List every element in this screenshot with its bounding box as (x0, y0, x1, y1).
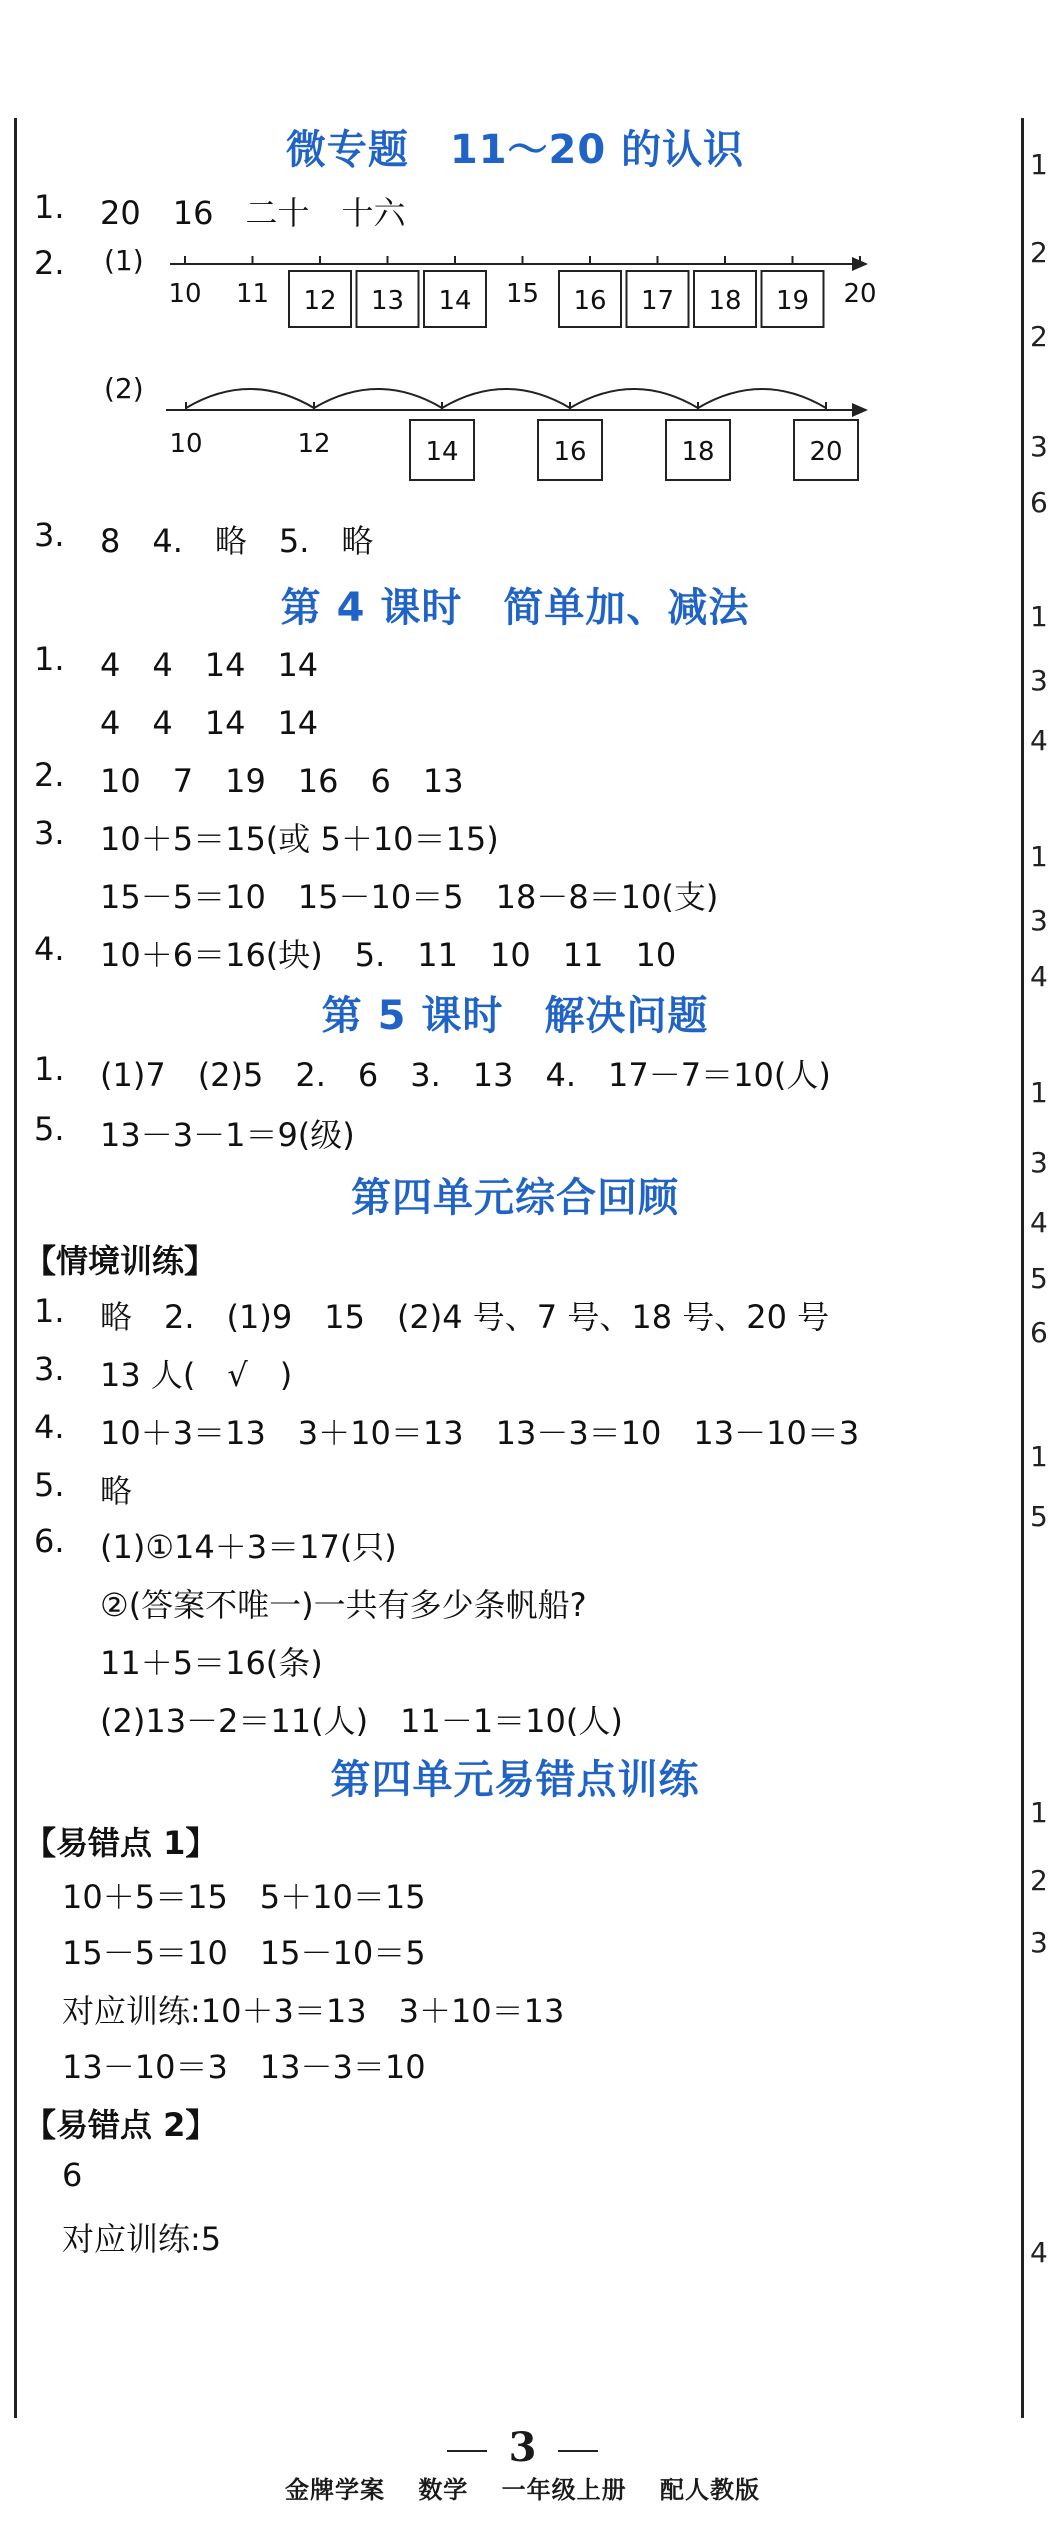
edge-digit: 1 (1030, 600, 1048, 633)
page-number (0, 2424, 1045, 2471)
answer-line: (1)7 (2)5 2. 6 3. 13 4. 17－7＝10(人) (100, 1056, 831, 1094)
footer-subject: 数学 (418, 2475, 469, 2504)
edge-digit: 5 (1030, 1262, 1048, 1295)
answer-line: 对应训练:5 (62, 2220, 222, 2258)
edge-digit: 1 (1030, 1440, 1048, 1473)
edge-digit: 1 (1030, 840, 1048, 873)
error-point-1-tag: 【易错点 1】 (24, 1824, 218, 1862)
edge-digit: 1 (1030, 1796, 1048, 1829)
answer-box-value: 14 (438, 286, 472, 316)
edge-digit: 2 (1030, 1864, 1048, 1897)
page-number-dash (447, 2450, 487, 2452)
number-line-2 (166, 389, 868, 480)
page-number-value: 3 (508, 2424, 537, 2471)
question-number: 2. (34, 244, 65, 282)
answer-line: 10＋5＝15(或 5＋10＝15) (100, 820, 499, 858)
tick-label: 20 (843, 279, 877, 309)
question-number: 6. (34, 1522, 65, 1560)
answer-line: 10 7 19 16 6 13 (100, 762, 464, 800)
answer-line: 4 4 14 14 (100, 704, 319, 742)
answer-box-value: 18 (681, 437, 715, 467)
answer-line: (2)13－2＝11(人) 11－1＝10(人) (100, 1702, 623, 1740)
tick-label: 15 (505, 279, 540, 309)
answer-box-value: 12 (303, 286, 337, 316)
edge-digit: 3 (1030, 664, 1048, 697)
question-number: 3. (34, 814, 65, 852)
edge-digit: 4 (1030, 2236, 1048, 2269)
answer-line: 11＋5＝16(条) (100, 1644, 323, 1682)
footer-info (0, 2470, 1045, 2505)
footer-edition: 配人教版 (660, 2475, 761, 2504)
answer-line: 15－5＝10 15－10＝5 18－8＝10(支) (100, 878, 719, 916)
answer-line: 10＋5＝15 5＋10＝15 (62, 1878, 426, 1916)
hop-arc (314, 389, 442, 408)
section-title-unit-review: 第四单元综合回顾 (351, 1175, 679, 1221)
edge-digit: 4 (1030, 1206, 1048, 1239)
question-number: 4. (34, 1408, 65, 1446)
answer-line: 10＋6＝16(块) 5. 11 10 11 10 (100, 936, 677, 974)
answer-line: 13 人( √ ) (100, 1356, 293, 1394)
answer-box-value: 20 (809, 437, 843, 467)
edge-digit: 3 (1030, 430, 1048, 463)
edge-digit: 6 (1030, 486, 1048, 519)
answer-line: 10＋3＝13 3＋10＝13 13－3＝10 13－10＝3 (100, 1414, 860, 1452)
footer-brand: 金牌学案 (284, 2475, 385, 2504)
error-point-2-tag: 【易错点 2】 (24, 2106, 218, 2144)
question-number: 5. (34, 1466, 65, 1504)
answer-box-value: 17 (640, 286, 675, 316)
sub-question-label: (2) (104, 372, 144, 405)
question-number: 4. (34, 930, 65, 968)
number-line-1 (168, 256, 876, 327)
answer-line: 对应训练:10＋3＝13 3＋10＝13 (62, 1992, 565, 2030)
answer-box-value: 13 (370, 286, 405, 316)
answer-box-value: 16 (553, 437, 587, 467)
answer-line: 20 16 二十 十六 (100, 194, 406, 232)
question-number: 2. (34, 756, 65, 794)
footer-grade: 一年级上册 (501, 2475, 627, 2504)
answer-box-value: 14 (425, 437, 459, 467)
number-line-figures (0, 0, 1045, 520)
page-number-dash (558, 2450, 598, 2452)
tick-label: 10 (168, 279, 202, 309)
edge-digit: 1 (1030, 148, 1048, 181)
answer-box-value: 16 (573, 286, 607, 316)
answer-line: 15－5＝10 15－10＝5 (62, 1934, 426, 1972)
section-title-lesson-4: 第 4 课时 简单加、减法 (280, 585, 750, 631)
edge-digit: 5 (1030, 1500, 1048, 1533)
hop-arc (698, 389, 826, 408)
answer-line: ②(答案不唯一)一共有多少条帆船? (100, 1586, 587, 1624)
edge-digit: 2 (1030, 236, 1048, 269)
question-number: 1. (34, 188, 65, 226)
question-number: 1. (34, 640, 65, 678)
hop-arc (570, 389, 698, 408)
answer-line: 13－10＝3 13－3＝10 (62, 2048, 426, 2086)
edge-digit: 4 (1030, 960, 1048, 993)
section-title-lesson-5: 第 5 课时 解决问题 (321, 993, 709, 1039)
edge-digit: 6 (1030, 1316, 1048, 1349)
answer-line: 略 2. (1)9 15 (2)4 号、7 号、18 号、20 号 (100, 1298, 830, 1336)
answer-line: 4 4 14 14 (100, 646, 319, 684)
edge-digit: 4 (1030, 724, 1048, 757)
tick-label: 12 (297, 429, 331, 459)
question-number: 3. (34, 516, 65, 554)
sub-question-label: (1) (104, 244, 144, 277)
edge-digit: 3 (1030, 1146, 1048, 1179)
edge-digit: 3 (1030, 904, 1048, 937)
hop-arc (186, 389, 314, 408)
question-number: 1. (34, 1292, 65, 1330)
answer-line: (1)①14＋3＝17(只) (100, 1528, 397, 1566)
section-title-error-points: 第四单元易错点训练 (330, 1757, 700, 1803)
question-number: 5. (34, 1110, 65, 1148)
question-number: 1. (34, 1050, 65, 1088)
section-title-recognize-11-20: 微专题 11～20 的认识 (285, 127, 745, 173)
answer-line: 6 (62, 2156, 83, 2194)
tick-label: 11 (235, 279, 270, 309)
answer-line: 略 (100, 1472, 133, 1510)
question-number: 3. (34, 1350, 65, 1388)
edge-digit: 1 (1030, 1076, 1048, 1109)
edge-digit: 2 (1030, 320, 1048, 353)
answer-box-value: 18 (708, 286, 742, 316)
answer-line: 8 4. 略 5. 略 (100, 522, 374, 560)
tick-label: 10 (169, 429, 203, 459)
edge-digit: 3 (1030, 1926, 1048, 1959)
answer-line: 13－3－1＝9(级) (100, 1116, 355, 1154)
situation-training-tag: 【情境训练】 (24, 1242, 217, 1280)
hop-arc (442, 389, 570, 408)
answer-box-value: 19 (775, 286, 810, 316)
